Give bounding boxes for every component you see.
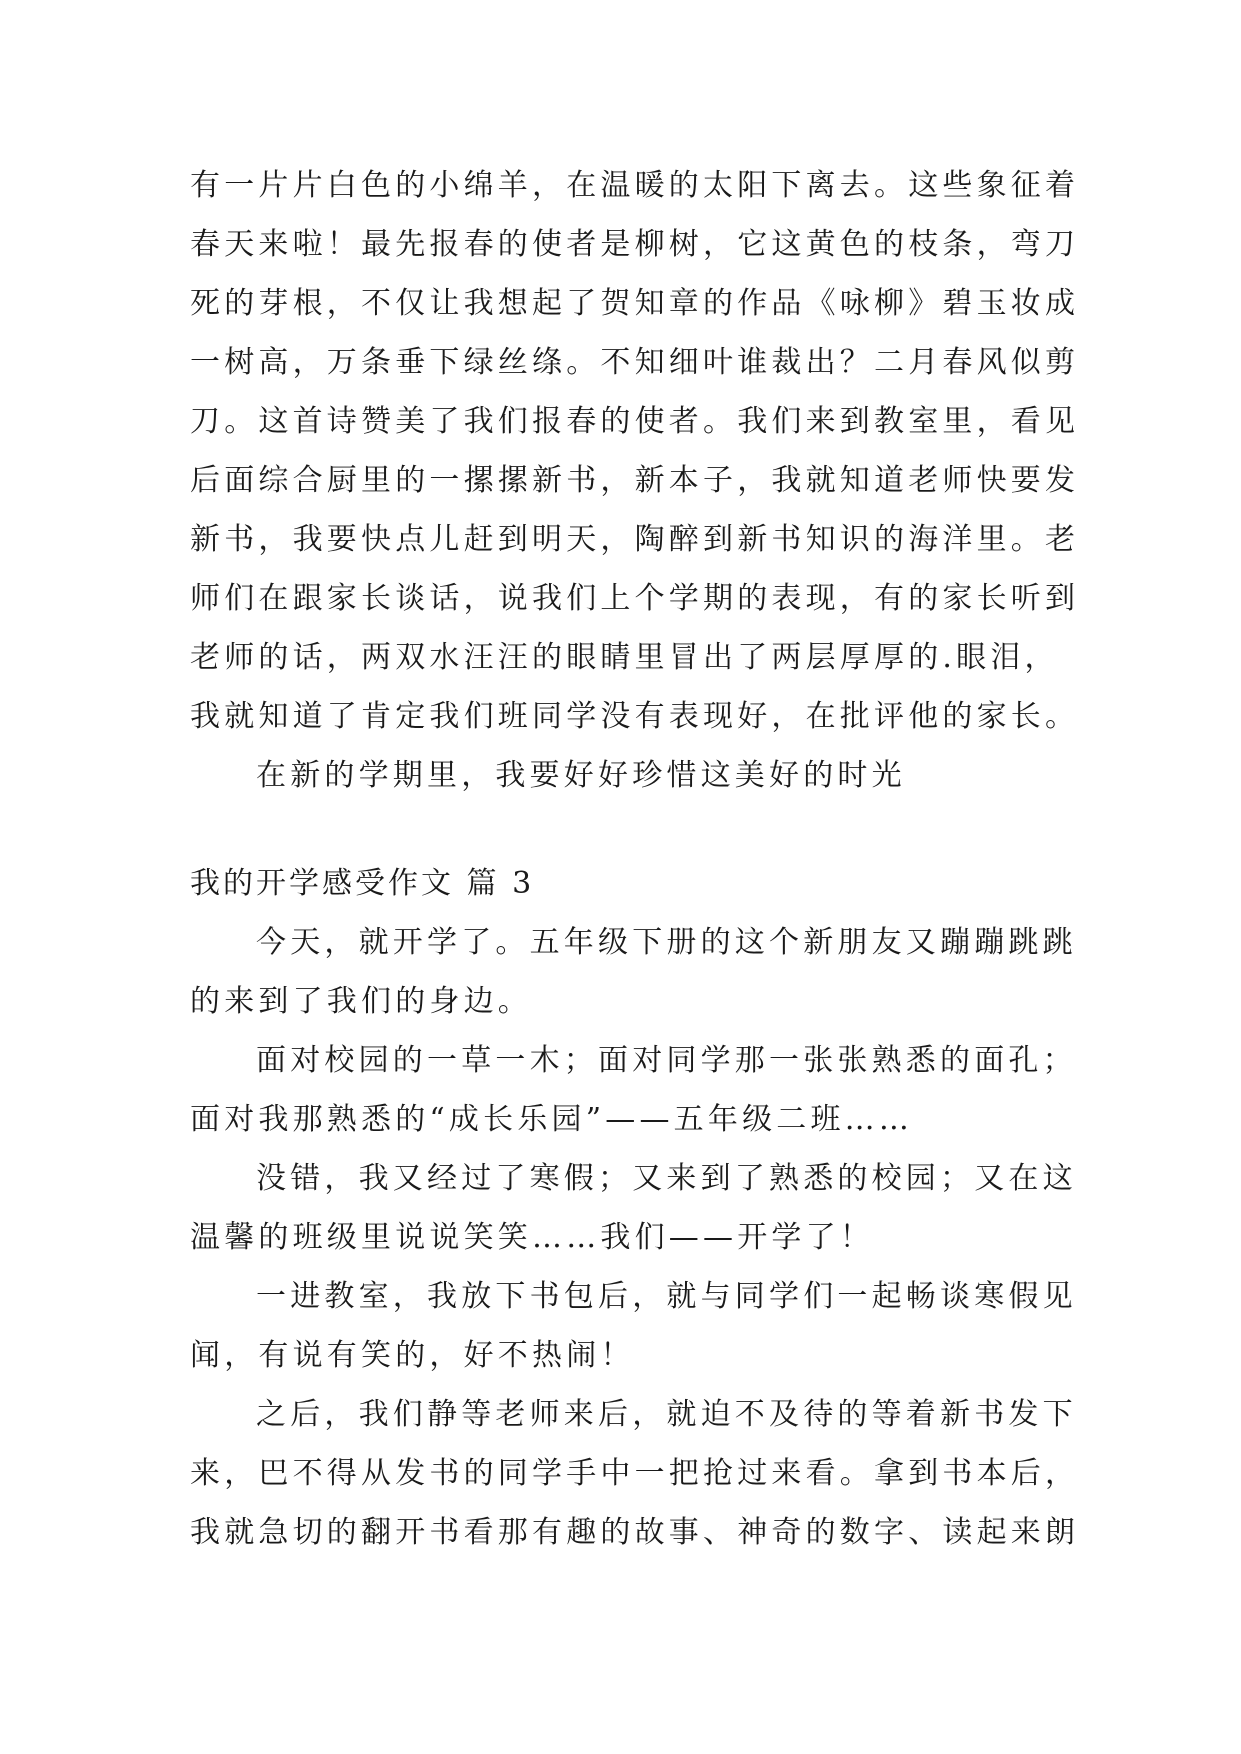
text-line: 新书，我要快点儿赶到明天，陶醉到新书知识的海洋里。老 <box>190 522 1080 557</box>
text-line: 刀。这首诗赞美了我们报春的使者。我们来到教室里，看见 <box>190 404 1080 439</box>
text-line: 温馨的班级里说说笑笑……我们——开学了！ <box>190 1220 874 1255</box>
text-line: 来，巴不得从发书的同学手中一把抢过来看。拿到书本后， <box>190 1456 1080 1491</box>
text-line: 有一片片白色的小绵羊，在温暖的太阳下离去。这些象征着 <box>190 168 1080 203</box>
paragraph-start: 之后，我们静等老师来后，就迫不及待的等着新书发下 <box>256 1397 1077 1432</box>
paragraph-start: 今天，就开学了。五年级下册的这个新朋友又蹦蹦跳跳 <box>256 925 1077 960</box>
text-line: 的来到了我们的身边。 <box>190 984 532 1019</box>
text-line: 一树高，万条垂下绿丝绦。不知细叶谁裁出？二月春风似剪 <box>190 345 1080 380</box>
text-line: 我就知道了肯定我们班同学没有表现好，在批评他的家长。 <box>190 699 1080 734</box>
paragraph-start: 没错，我又经过了寒假；又来到了熟悉的校园；又在这 <box>256 1161 1077 1196</box>
text-line: 面对我那熟悉的“成长乐园”——五年级二班…… <box>190 1102 914 1137</box>
section-heading: 我的开学感受作文 篇 3 <box>190 866 535 901</box>
paragraph-closing: 在新的学期里，我要好好珍惜这美好的时光 <box>256 758 906 793</box>
text-line: 后面综合厨里的一摞摞新书，新本子，我就知道老师快要发 <box>190 463 1080 498</box>
paragraph-start: 一进教室，我放下书包后，就与同学们一起畅谈寒假见 <box>256 1279 1077 1314</box>
paragraph-start: 面对校园的一草一木；面对同学那一张张熟悉的面孔； <box>256 1043 1077 1078</box>
text-line: 师们在跟家长谈话，说我们上个学期的表现，有的家长听到 <box>190 581 1080 616</box>
text-line: 老师的话，两双水汪汪的眼睛里冒出了两层厚厚的.眼泪， <box>190 640 1059 675</box>
text-line: 我就急切的翻开书看那有趣的故事、神奇的数字、读起来朗 <box>190 1515 1080 1550</box>
text-line: 春天来啦！最先报春的使者是柳树，它这黄色的枝条，弯刀 <box>190 227 1080 262</box>
text-line: 死的芽根，不仅让我想起了贺知章的作品《咏柳》碧玉妆成 <box>190 286 1080 321</box>
text-line: 闻，有说有笑的，好不热闹！ <box>190 1338 635 1373</box>
